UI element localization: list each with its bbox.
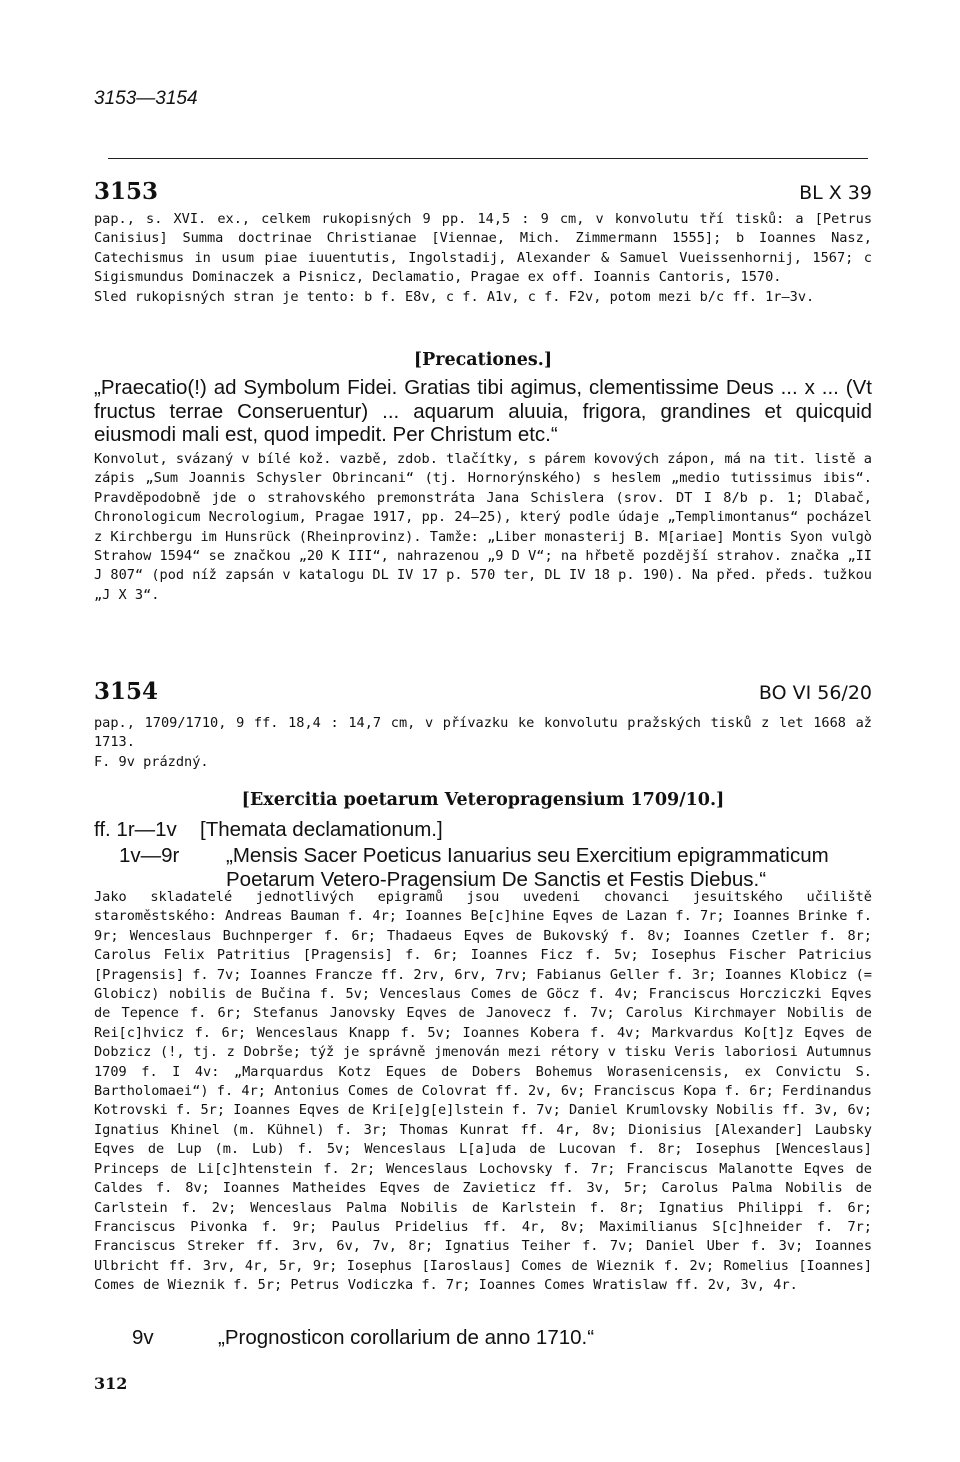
- page-sequence: Sled rukopisných stran je tento: b f. E8v, c f. A1v, c f. F2v, potom mezi b/c ff. 1r—3v.: [94, 288, 815, 305]
- blank-folio-note: F. 9v prázdný.: [94, 753, 209, 770]
- entry-number: 3153: [94, 178, 159, 205]
- entry-heading-3153: [94, 178, 872, 205]
- folio-range: 1v—9r: [119, 844, 180, 867]
- running-head: 3153—3154: [94, 88, 198, 109]
- physical-description: pap., 1709/1710, 9 ff. 18,4 : 14,7 cm, v přívazku ke konvolutu pražských tisků z let 1668 až 1713.: [94, 715, 872, 751]
- header-rule: [108, 158, 868, 159]
- page-number: 312: [94, 1374, 128, 1393]
- entry-heading-3154: [94, 678, 872, 705]
- work-title: [Exercitia poetarum Veteropragensium 1709/10.]: [241, 790, 725, 810]
- author-list: Jako skladatelé jednotlivých epigramů jsou uvedeni chovanci jesuitského učiliště staroměstského: Andreas Bauman f. 4r; Ioannes Be[c]hine Eqves de Lazan f. 7r; Ioannes Brinke f. 9r; Wenceslaus Buchnperger f. 6r; Thadaeus Eqves de Bukovský f. 8v; Ioannes Czetler f. 8r; Carolus Felix Patritius [Pragensis] f. 6r; Ioannes Ficz f. 5v; Iosephus Fischer Patricius [Pragensis] f. 7v; Ioannes Francze ff. 2rv, 6rv, 7rv; Fabianus Geller f. 3r; Ioannes Klobicz (= Globicz) nobilis de Bučina f. 5v; Venceslaus Comes de Göcz f. 4v; Franciscus Horcziczki Eqves de Tepence f. 6r; Stefanus Janovsky Eqves de Janovecz f. 7v; Carolus Kirchmayer Nobilis de Rei[c]hvicz f. 6r; Wenceslaus Knapp f. 5v; Ioannes Kobera f. 4v; Markvardus Ko[t]z Eqves de Dobzicz (!, tj. z Dobrše; týž je správně jmenován mezi rétory v tisku Veris laboriosi Autumnus 1709 f. I 4v: „Marquardus Kotz Eques de Dobers Bohemus Worasenicensis, ex Convictu S. Bartholomaei“) f. 4r; Antonius Comes de Colovrat ff. 2v, 6v; Franciscus Kopa f. 6r; Ferdinandus Kotrovski f. 5r; Ioannes Eqves de Kri[e]g[e]lstein f. 7v; Daniel Krumlovsky Nobilis ff. 3v, 6v; Ignatius Khinel (m. Kühnel) f. 3r; Thomas Kunrat ff. 4r, 8v; Dionisius [Alexander] Laubsky Eqves de Lup (m. Lub) f. 5v; Wenceslaus L[a]uda de Lucovan f. 8r; Iosephus [Wenceslaus] Princeps de Li[c]htenstein f. 2r; Wenceslaus Lochovsky f. 7r; Franciscus Malanotte Eqves de Caldes f. 8v; Ioannes Matheides Eqves de Zavieticz ff. 3v, 5r; Carolus Palma Nobilis de Carlstein f. 2v; Wenceslaus Palma Nobilis de Karlstein f. 8r; Ignatius Philippi f. 6r; Franciscus Pivonka f. 9r; Paulus Pridelius ff. 4r, 8v; Maximilianus S[c]hneider f. 7r; Franciscus Streker ff. 3rv, 6v, 7v, 8r; Ignatius Teiher f. 7v; Daniel Uber f. 3v; Ioannes Ulbricht ff. 3rv, 4r, 5r, 9r; Iosephus [Iaroslaus] Comes de Wieznik f. 2v; Romelius [Ioannes] Comes de Wieznik f. 5r; Petrus Vodiczka f. 7r; Ioannes Comes Wratislaw ff. 2v, 3v, 4r.: [94, 889, 872, 1294]
- entry-description: [94, 714, 872, 772]
- physical-description: pap., s. XVI. ex., celkem rukopisných 9 pp. 14,5 : 9 cm, v konvolutu tří tisků: a [Petrus Canisius] Summa doctrinae Christianae [Viennae, Mich. Zimmermann 1555]; b Ioannes Nasz, Catechismus in usum piae iuuentutis, Ingolstadij, Alexander & Samuel Vueissenhornij, 1567; c Sigismundus Dominaczek a Pisnicz, Declamatio, Pragae ex off. Ioannis Cantoris, 1570.: [94, 211, 872, 286]
- provenance-notes: Konvolut, svázaný v bílé kož. vazbě, zdob. tlačítky, s párem kovových zápon, má na tit. listě a zápis „Sum Joannis Schysler Obrincani“ (tj. Hornorýnského) s heslem „medio tutissimus ibis“. Pravděpodobně jde o strahovského premonstráta Jana Schislera (srov. DT I 8/b p. 1; Dlabač, Chronologicum Necrologium, Pragae 1917, pp. 24—25), který podle údaje „Templimontanus“ pocházel z Kirchbergu im Hunsrück (Rheinprovinz). Tamže: „Liber monasterij B. M[ariae] Montis Syon vulgò Strahow 1594“ se značkou „20 K III“, nahrazenou „9 D V“; na hřbetě pozdější strahov. značka „II J 807“ (pod níž zapsán v katalogu DL IV 17 p. 570 ter, DL IV 18 p. 190). Na před. předs. tužkou „J X 3“.: [94, 451, 872, 603]
- incipit-text: „Praecatio(!) ad Symbolum Fidei. Gratias tibi agimus, clementissime Deus ... x ... (Vt fructus terrae Conseruentur) ... aquarum aluuia, frigora, grandines et quicquid eiusmodi mali est, quod impedit. Per Christum etc.“: [94, 376, 872, 446]
- entry-number: 3154: [94, 678, 159, 705]
- folio-range: 9v: [132, 1326, 154, 1349]
- item-text: „Mensis Sacer Poeticus Ianuarius seu Exercitium epigrammaticum Poetarum Vetero-Pragensium De Sanctis et Festis Diebus.“: [226, 844, 829, 891]
- item-text: „Prognosticon corollarium de anno 1710.“: [218, 1326, 595, 1349]
- entry-description: [94, 210, 872, 307]
- item-text: [Themata declamationum.]: [200, 818, 443, 841]
- work-title: [Precationes.]: [413, 350, 553, 370]
- folio-range: ff. 1r—1v: [94, 818, 177, 841]
- shelfmark: BO VI 56/20: [758, 682, 872, 704]
- shelfmark: BL X 39: [799, 182, 872, 204]
